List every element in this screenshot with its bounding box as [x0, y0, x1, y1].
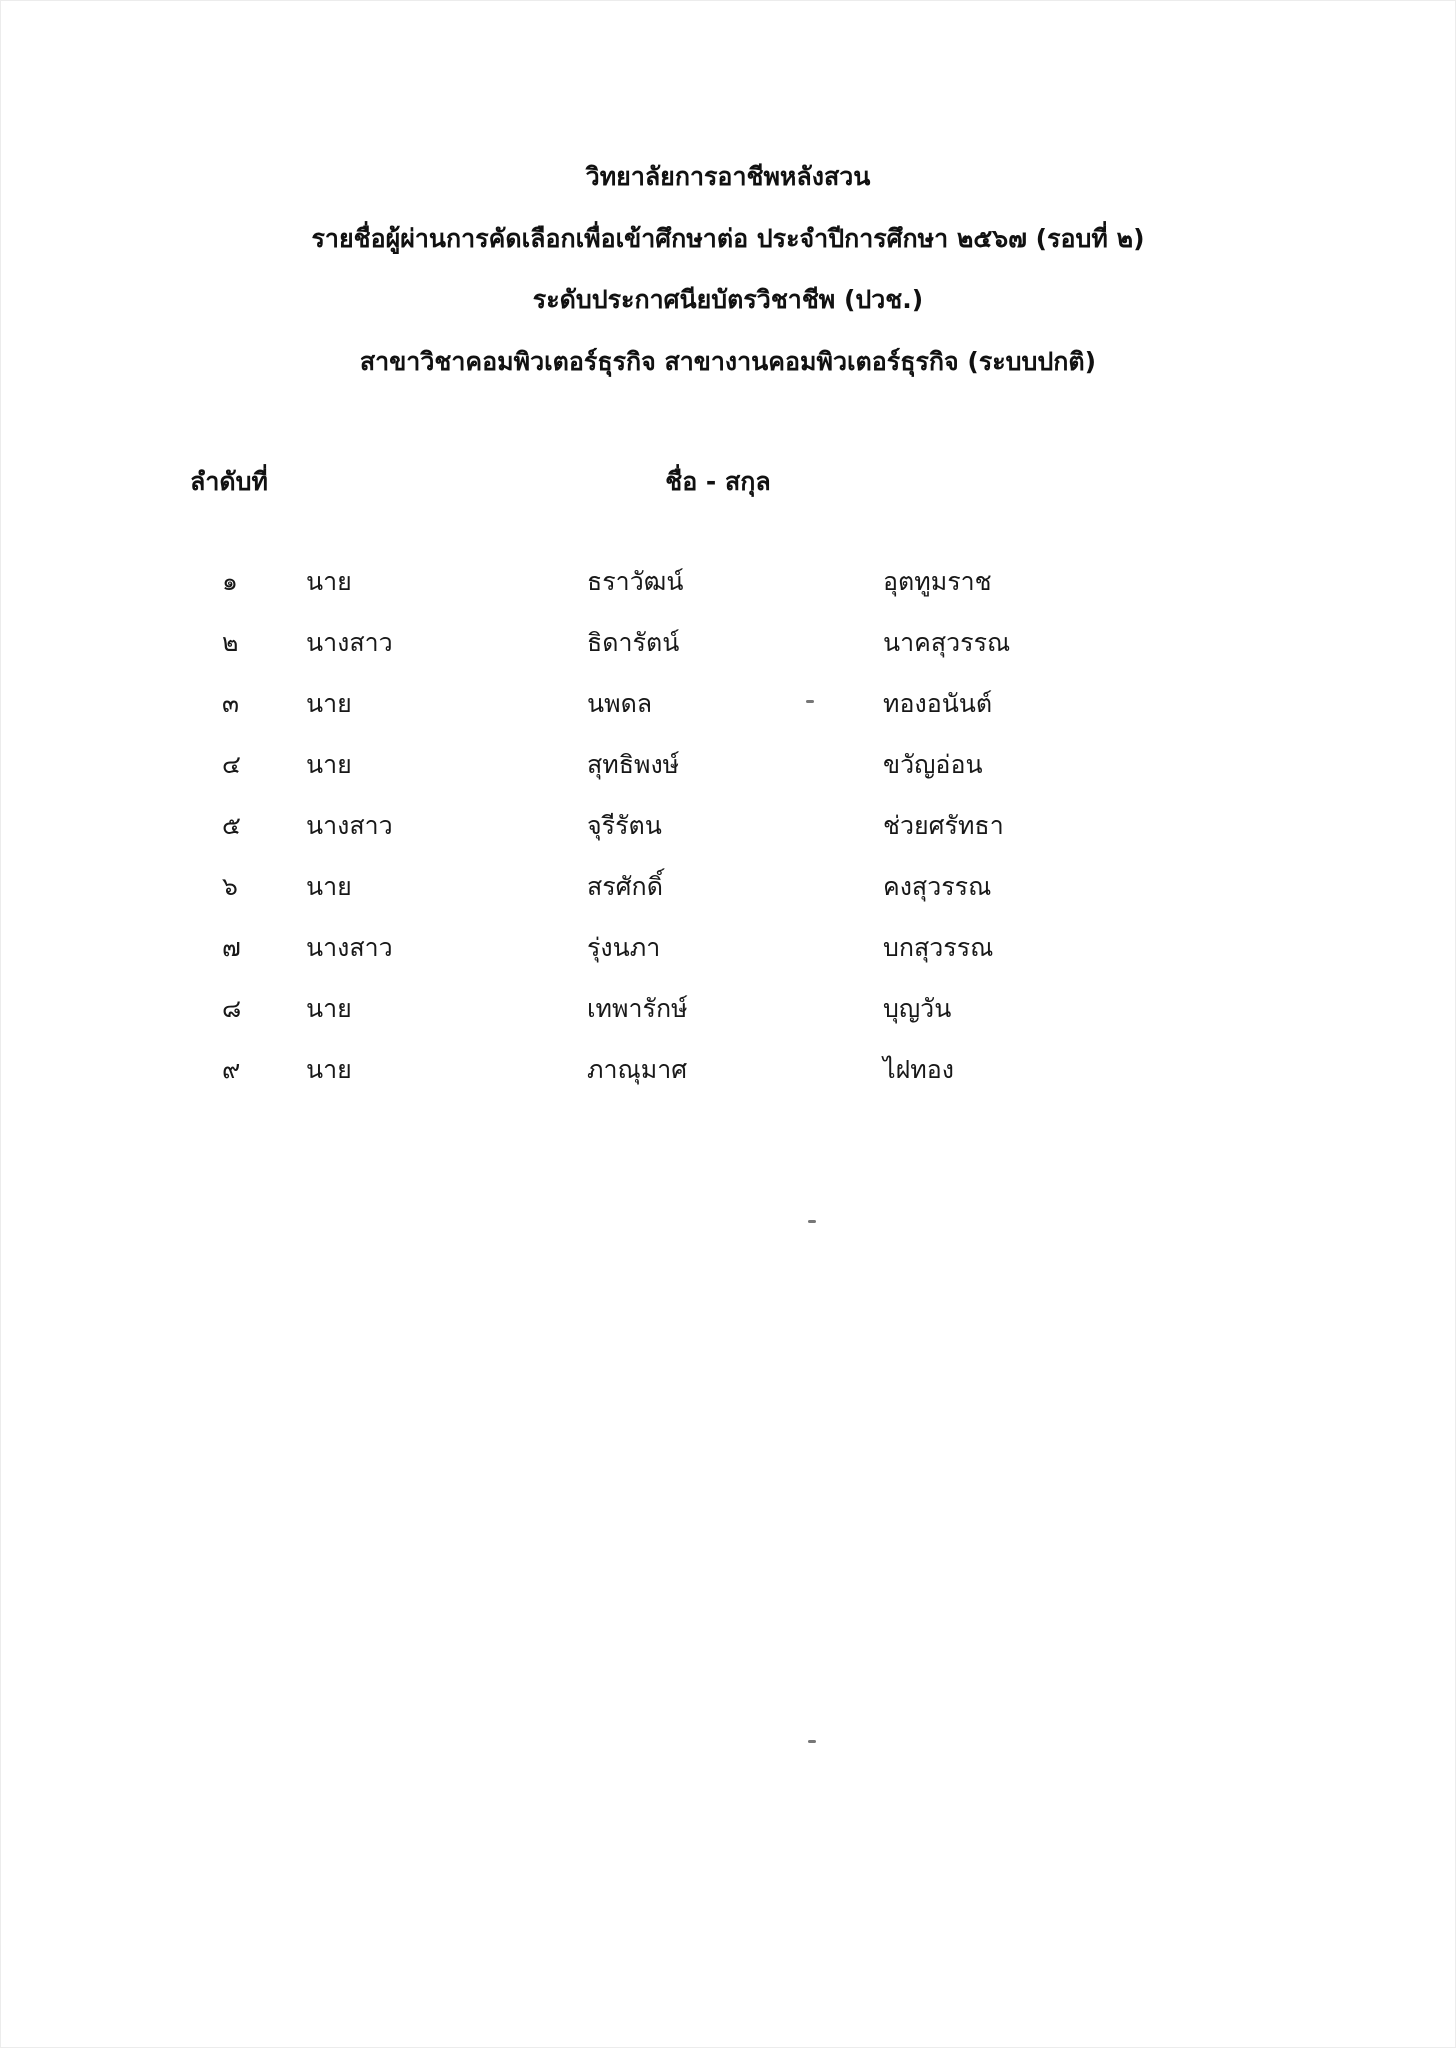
row-last-name: ขวัญอ่อน: [883, 750, 983, 779]
row-last-name: อุตทูมราช: [883, 567, 992, 596]
student-row: [0, 992, 1456, 1053]
student-list: [0, 565, 1456, 1114]
student-row: [0, 870, 1456, 931]
student-row: [0, 626, 1456, 687]
row-first-name: เทพารักษ์: [587, 994, 688, 1023]
row-last-name: บกสุวรรณ: [883, 933, 994, 962]
announcement-title: รายชื่อผู้ผ่านการคัดเลือกเพื่อเข้าศึกษาต่อ ประจำปีการศึกษา ๒๕๖๗ (รอบที่ ๒): [311, 224, 1145, 253]
row-first-name: สรศักดิ์: [587, 872, 663, 901]
row-first-name: จุรีรัตน: [587, 811, 662, 840]
student-row: [0, 1053, 1456, 1114]
row-title: นาย: [306, 750, 352, 779]
row-number: ๒: [222, 628, 239, 657]
row-title: นางสาว: [306, 811, 393, 840]
student-row: [0, 565, 1456, 626]
row-number: ๕: [222, 811, 241, 840]
row-title: นาย: [306, 567, 352, 596]
row-last-name: นาคสุวรรณ: [883, 628, 1011, 657]
row-number: ๑: [222, 567, 238, 596]
row-last-name: ทองอนันต์: [883, 689, 993, 718]
student-row: [0, 687, 1456, 748]
scan-speck: [808, 1220, 816, 1223]
row-first-name: ธราวัฒน์: [587, 567, 684, 596]
row-number: ๖: [222, 872, 238, 901]
row-first-name: รุ่งนภา: [587, 933, 661, 962]
row-title: นางสาว: [306, 933, 393, 962]
row-first-name: สุทธิพงษ์: [587, 750, 680, 779]
row-title: นาย: [306, 689, 352, 718]
row-number: ๗: [222, 933, 241, 962]
row-number: ๓: [222, 689, 240, 718]
student-row: [0, 809, 1456, 870]
row-number: ๘: [222, 994, 242, 1023]
scan-speck: [806, 700, 814, 703]
row-last-name: ช่วยศรัทธา: [883, 811, 1004, 840]
student-row: [0, 931, 1456, 992]
row-title: นาย: [306, 872, 352, 901]
row-number: ๙: [222, 1055, 241, 1084]
row-first-name: นพดล: [587, 689, 653, 718]
row-first-name: ธิดารัตน์: [587, 628, 680, 657]
row-number: ๔: [222, 750, 241, 779]
row-title: นางสาว: [306, 628, 393, 657]
row-title: นาย: [306, 1055, 352, 1084]
row-first-name: ภาณุมาศ: [587, 1055, 688, 1084]
college-name-heading: วิทยาลัยการอาชีพหลังสวน: [585, 162, 871, 191]
certificate-level: ระดับประกาศนียบัตรวิชาชีพ (ปวช.): [532, 285, 924, 314]
scan-speck: [808, 1740, 816, 1743]
program-major: สาขาวิชาคอมพิวเตอร์ธุรกิจ สาขางานคอมพิวเตอร์ธุรกิจ (ระบบปกติ): [359, 347, 1097, 376]
order-column-header: ลำดับที่: [190, 467, 268, 496]
row-last-name: บุญวัน: [883, 994, 952, 1023]
row-title: นาย: [306, 994, 352, 1023]
row-last-name: คงสุวรรณ: [883, 872, 992, 901]
name-column-header: ชื่อ - สกุล: [665, 467, 771, 496]
student-row: [0, 748, 1456, 809]
row-last-name: ไฝทอง: [883, 1055, 954, 1084]
